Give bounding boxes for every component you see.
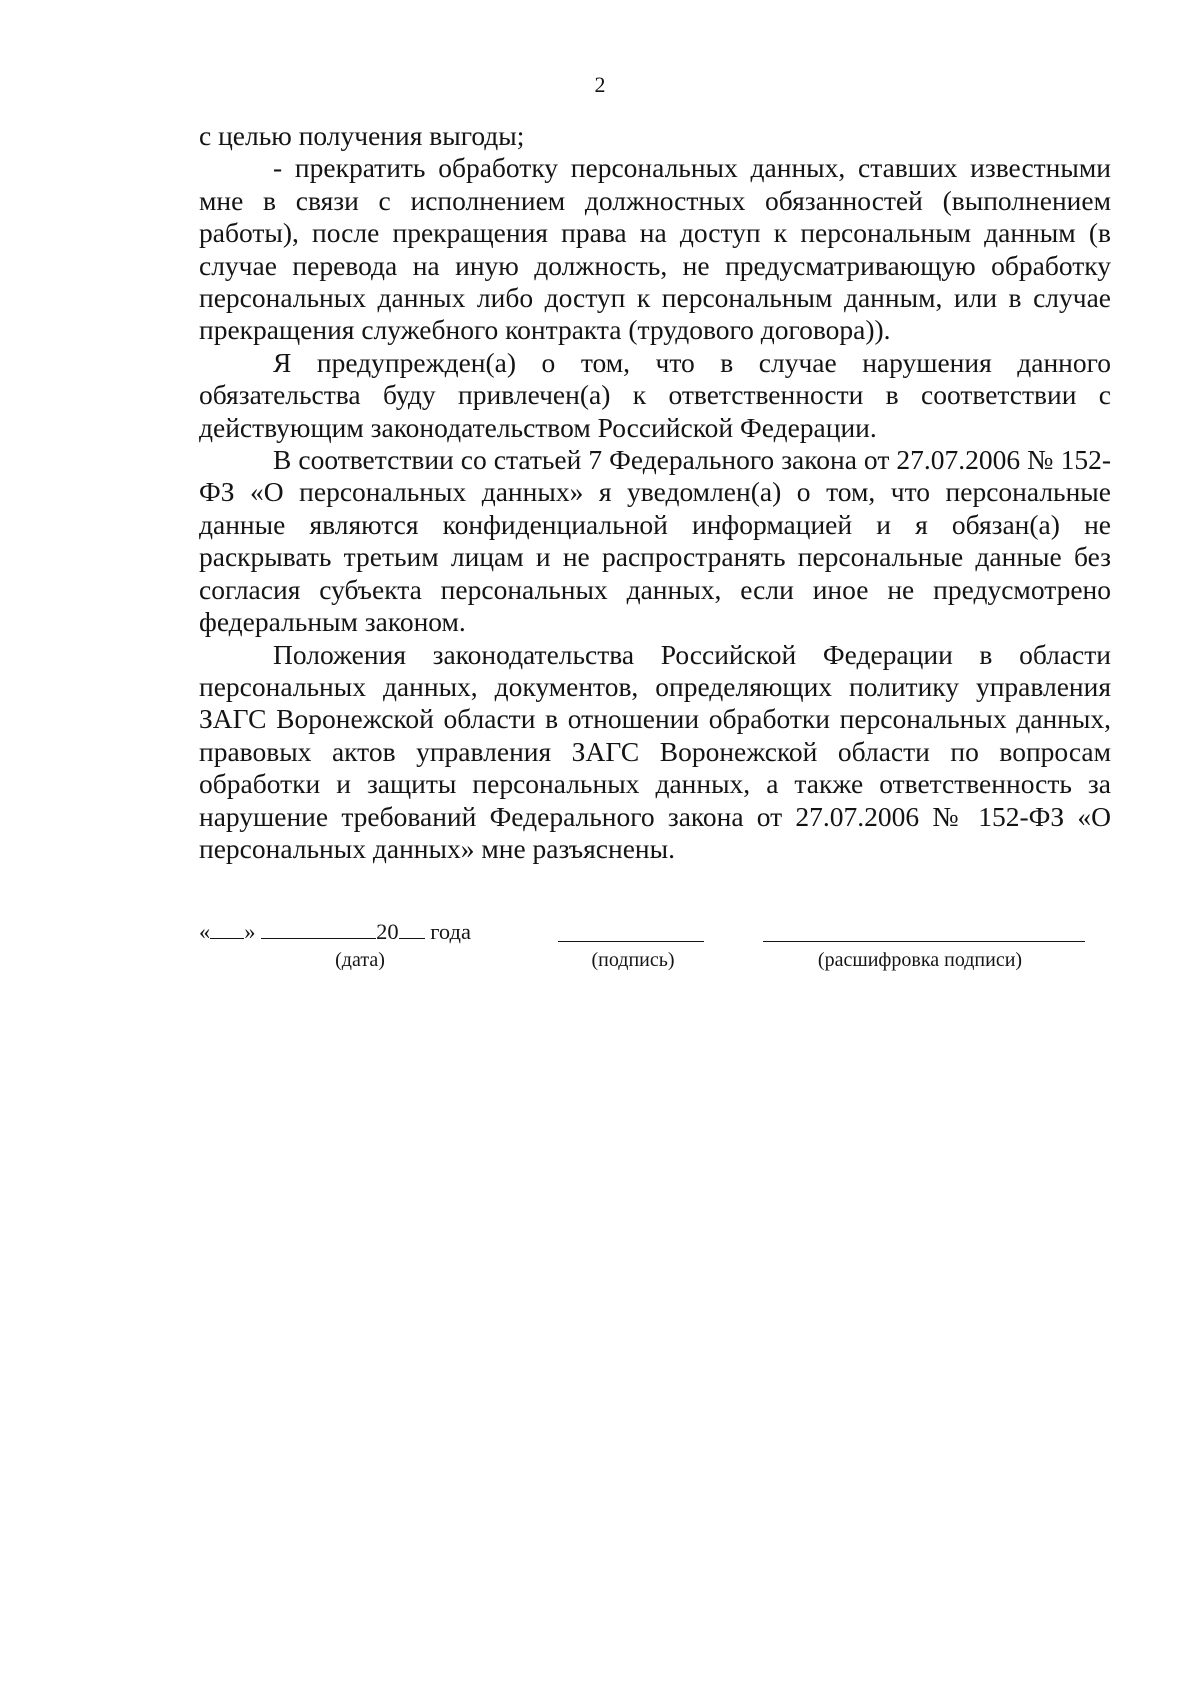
month-blank [261,918,376,939]
signature-line [558,941,704,942]
date-quote-close: » [244,919,256,944]
signature-block [0,918,1200,978]
paragraph-explained: Положения законодательства Российской Федерации в области персональных данных, документов, определяющих политику управления ЗАГС Воронежской области в отношении обработки персональных данных, правовых актов управления ЗАГС Воронежской области по вопросам обработки и защиты персональных данных, а также ответственность за нарушение требований Федерального закона от 27.07.2006 № 152-ФЗ «О персональных данных» мне разъяснены. [199,638,1111,864]
paragraph-notification: В соответствии со статьей 7 Федерального закона от 27.07.2006 № 152-ФЗ «О персональных данных» я уведомлен(а) о том, что персональные данные являются конфиденциальной информацией и я обязан(а) не раскрывать третьим лицам и не распространять персональные данные без согласия субъекта персональных данных, если иное не предусмотрено федеральным законом. [199,444,1111,638]
page-number: 2 [594,72,606,97]
date-caption: (дата) [335,949,385,971]
date-field [199,918,471,945]
paragraph-stop-processing: - прекратить обработку персональных данных, ставших известными мне в связи с исполнением должностных обязанностей (выполнением работы), после прекращения права на доступ к персональным данным (в случае перевода на иную должность, не предусматривающую обработку персональных данных либо доступ к персональным данным, или в случае прекращения служебного контракта (трудового договора)). [199,152,1111,346]
signature-caption: (подпись) [591,949,675,971]
day-blank [210,918,244,939]
year-suffix: года [430,919,471,944]
decoding-caption: (расшифровка подписи) [817,949,1023,971]
document-body [199,120,1111,865]
year-prefix: 20 [376,919,399,944]
year-blank [399,918,425,939]
date-quote-open: « [199,919,211,944]
paragraph-continuation: с целью получения выгоды; [199,120,525,151]
signature-decoding-line [763,941,1085,942]
paragraph-warning: Я предупрежден(а) о том, что в случае нарушения данного обязательства буду привлечен(а) к ответственности в соответствии с действующим законодательством Российской Федерации. [199,346,1111,443]
